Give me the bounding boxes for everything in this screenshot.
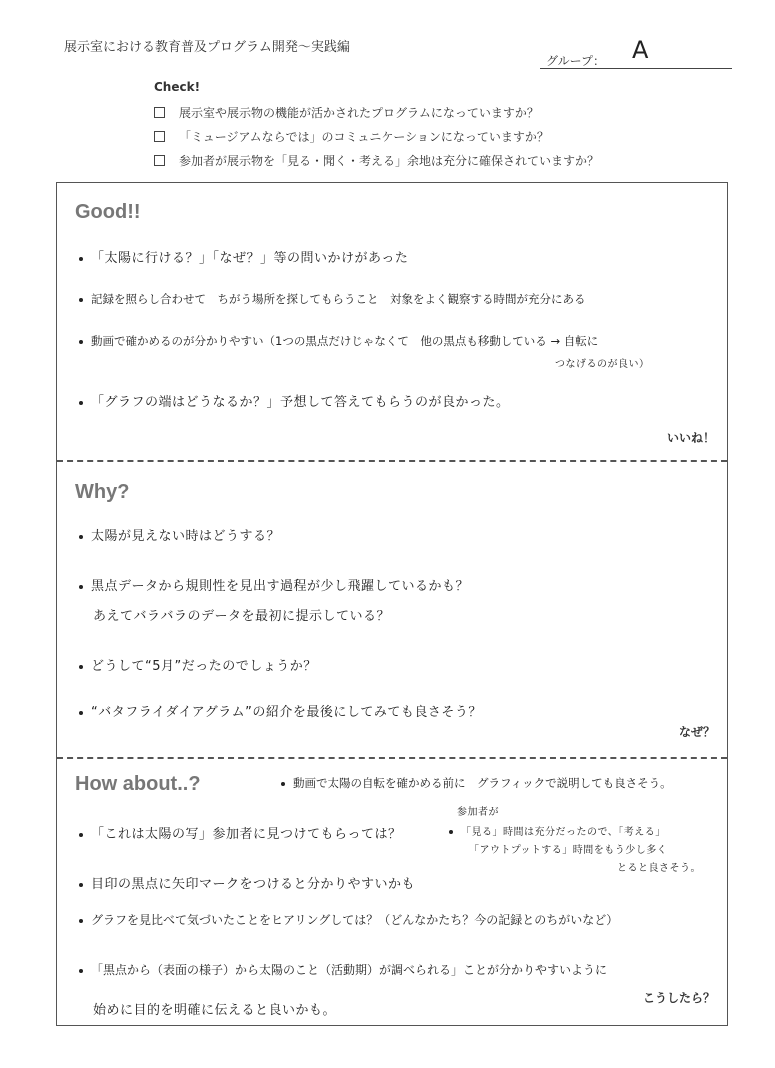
bullet-icon — [449, 830, 453, 834]
check-item-1 — [154, 104, 539, 121]
check-item-text: 展示室や展示物の機能が活かされたプログラムになっていますか？ — [179, 106, 539, 120]
bullet-icon — [79, 969, 83, 973]
bullet-icon — [79, 401, 83, 405]
good-note-4: 「グラフの端はどうなるか？」予想して答えてもらうのが良かった。 — [79, 391, 510, 410]
checkbox-icon — [154, 107, 165, 118]
good-note-1: 「太陽に行ける？」「なぜ？」等の問いかけがあった — [79, 247, 408, 266]
checkbox-icon — [154, 155, 165, 166]
section-divider — [57, 757, 727, 759]
how-note-3-cont-2: とると良さそう。 — [617, 863, 701, 874]
bullet-icon — [79, 919, 83, 923]
bullet-icon — [79, 833, 83, 837]
bullet-icon — [79, 585, 83, 589]
why-note-2: 黒点データから規則性を見出す過程が少し飛躍しているかも？ — [79, 575, 469, 594]
check-item-text: 参加者が展示物を「見る・聞く・考える」余地は充分に確保されていますか？ — [179, 154, 600, 168]
checkbox-icon — [154, 131, 165, 142]
feedback-panel — [56, 182, 728, 1026]
how-note-6-cont: 始めに目的を明確に伝えると良いかも。 — [93, 1003, 337, 1018]
why-note-4: “バタフライダイアグラム”の紹介を最後にしてみても良さそう？ — [79, 701, 482, 720]
good-footer: いいね！ — [666, 431, 715, 445]
check-item-text: 「ミュージアムならでは」のコミュニケーションになっていますか？ — [179, 130, 549, 144]
how-note-2: 「これは太陽の写」参加者に見つけてもらっては？ — [79, 823, 402, 842]
section-divider — [57, 460, 727, 462]
good-note-2: 記録を照らし合わせて ちがう場所を探してもらうこと 対象をよく観察する時間が充分にある — [79, 291, 586, 307]
how-note-3-cont-1: 「アウトプットする」時間をもう少し多く — [469, 845, 668, 856]
worksheet-title: 展示室における教育普及プログラム開発～実践編 — [64, 40, 350, 55]
bullet-icon — [281, 782, 285, 786]
why-footer: なぜ？ — [678, 725, 715, 739]
bullet-icon — [79, 257, 83, 261]
bullet-icon — [79, 340, 83, 344]
how-note-6: 「黒点から（表面の様子）から太陽のこと（活動期）が調べられる」ことが分かりやすいように — [79, 961, 607, 978]
bullet-icon — [79, 711, 83, 715]
why-heading: Why? — [75, 481, 130, 503]
group-field — [540, 36, 732, 69]
how-note-3: 「見る」時間は充分だったので、「考える」 — [449, 823, 666, 838]
how-note-1: 動画で太陽の自転を確かめる前に グラフィックで説明しても良さそう。 — [281, 775, 672, 791]
bullet-icon — [79, 298, 83, 302]
how-note-5: グラフを見比べて気づいたことをヒアリングしては？（どんなかたち？今の記録とのちがいなど） — [79, 911, 618, 928]
check-title: Check! — [154, 80, 201, 94]
why-note-1: 太陽が見えない時はどうする？ — [79, 525, 280, 544]
how-note-4: 目印の黒点に矢印マークをつけると分かりやすいかも — [79, 873, 415, 892]
how-note-3-head: 参加者が — [457, 807, 499, 818]
bullet-icon — [79, 665, 83, 669]
bullet-icon — [79, 535, 83, 539]
how-heading: How about..? — [75, 773, 201, 795]
group-label: グループ： — [546, 54, 606, 68]
how-footer: こうしたら？ — [642, 991, 715, 1005]
bullet-icon — [79, 883, 83, 887]
good-note-3: 動画で確かめるのが分かりやすい（1つの黒点だけじゃなくて 他の黒点も移動している → 自転に — [79, 333, 598, 349]
good-heading: Good!! — [75, 201, 141, 223]
group-value: A — [632, 36, 649, 64]
good-note-3-cont: つなげるのが良い） — [555, 359, 650, 370]
check-item-3 — [154, 152, 599, 169]
why-note-3: どうして“5月”だったのでしょうか？ — [79, 655, 317, 674]
why-note-2-cont: あえてバラバラのデータを最初に提示している？ — [93, 609, 391, 624]
check-item-2 — [154, 128, 549, 145]
